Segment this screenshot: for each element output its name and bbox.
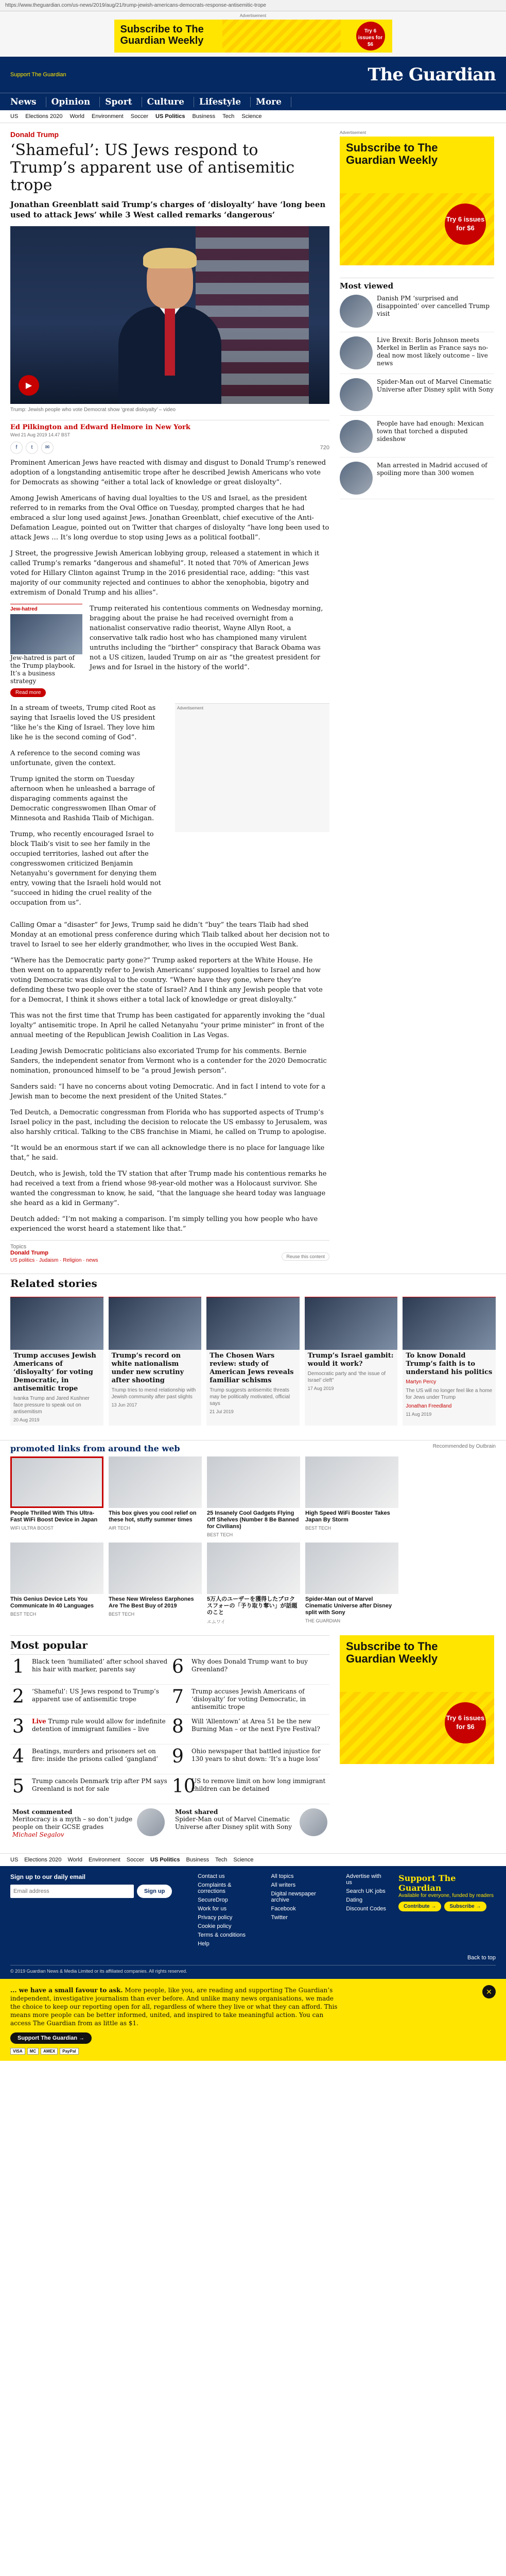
payment-logo: VISA bbox=[10, 2048, 25, 2055]
most-popular-item[interactable] bbox=[10, 1744, 170, 1774]
most-viewed-item[interactable] bbox=[340, 291, 494, 332]
subnav-item[interactable]: Elections 2020 bbox=[25, 113, 63, 120]
right-sidebar bbox=[340, 123, 494, 1263]
footer-link[interactable]: Work for us bbox=[198, 1906, 227, 1912]
related-story-image bbox=[305, 1297, 398, 1350]
promoted-link[interactable] bbox=[207, 1543, 300, 1625]
facebook-share-icon[interactable]: f bbox=[10, 442, 23, 454]
footer-link[interactable]: Complaints & corrections bbox=[198, 1882, 232, 1894]
paragraph: J Street, the progressive Jewish American lobbying group, released a statement in which it called Trump’s remarks “dangerous and shameful”. It noted that 70% of American Jews voted for Hillary Clinton against Trump in the 2016 presidential race, adding: “this vast majority of our community rejected and continues to abhor the xenophobia, bigotry and extremism of Donald Trump and his allies”. bbox=[10, 550, 320, 597]
footer-link[interactable]: Digital newspaper archive bbox=[271, 1891, 316, 1903]
payment-logo: PayPal bbox=[60, 2048, 78, 2055]
subnav-item[interactable]: US bbox=[10, 113, 19, 120]
rich-link-title: Jew-hatred is part of the Trump playbook. It’s a business strategy bbox=[10, 654, 76, 685]
related-story-headline: To know Donald Trump’s faith is to understand his politics bbox=[406, 1352, 493, 1376]
promoted-link-text: Spider-Man out of Marvel Cinematic Universe after Disney split with Sony bbox=[305, 1596, 392, 1616]
inline-advertisement[interactable]: Advertisement bbox=[175, 703, 329, 832]
contribute-button[interactable]: Contribute → bbox=[398, 1902, 441, 1911]
related-story-author: Jonathan Freedland bbox=[406, 1403, 452, 1409]
most-viewed-thumbnail bbox=[340, 295, 373, 328]
hero-caption: Trump: Jewish people who vote Democrat show ‘great disloyalty’ – video bbox=[10, 407, 176, 413]
banner-text-bold: ... we have a small favour to ask. bbox=[10, 1987, 123, 1994]
most-popular-rank: 5 bbox=[12, 1776, 24, 1797]
most-popular-rank: 3 bbox=[12, 1716, 24, 1737]
twitter-share-icon[interactable]: t bbox=[26, 442, 38, 454]
side-ad-headline: Subscribe to The Guardian Weekly bbox=[346, 1640, 438, 1665]
most-popular-item[interactable] bbox=[10, 1655, 170, 1685]
most-popular-headline-text: US to remove limit on how long immigrant children can be detained bbox=[191, 1777, 326, 1792]
promoted-link-text: 5万人のユーザーを獲得したブロクスフォーの「予り取り奪い」が話題のこと bbox=[207, 1596, 298, 1616]
video-still-figure bbox=[118, 252, 221, 404]
most-viewed-headline: People have had enough: Mexican town that torched a disputed sideshow bbox=[377, 420, 484, 443]
most-popular-headline-text: Trump cancels Denmark trip after PM says Greenland is not for sale bbox=[32, 1777, 167, 1792]
footer-links bbox=[198, 1873, 386, 1950]
related-story-sub: Trump suggests antisemitic threats may be politically motivated, official says bbox=[210, 1387, 290, 1406]
banner-text bbox=[10, 1986, 340, 2027]
related-story-date: 11 Aug 2019 bbox=[406, 1412, 432, 1417]
promoted-link-image bbox=[109, 1543, 202, 1594]
promoted-link-text: People Thrilled With This Ultra-Fast WiFi Boost Device in Japan bbox=[10, 1510, 98, 1523]
subnav-item[interactable]: US Politics bbox=[155, 113, 185, 120]
promoted-link[interactable] bbox=[207, 1456, 300, 1537]
most-viewed-title: Most viewed bbox=[340, 278, 494, 291]
contribution-banner bbox=[0, 1979, 506, 2061]
read-more-button[interactable]: Read more bbox=[10, 688, 46, 697]
related-story-card[interactable] bbox=[10, 1297, 103, 1426]
most-popular-headline bbox=[32, 1658, 168, 1681]
related-story-headline: Trump accuses Jewish Americans of ‘disloyalty’ for voting Democratic, in antisemitic trope bbox=[13, 1352, 96, 1393]
promoted-link-image bbox=[207, 1456, 300, 1508]
most-viewed-headline: Man arrested in Madrid accused of spoiling more than 300 women bbox=[377, 462, 487, 477]
nav-item-opinion[interactable]: Opinion bbox=[51, 97, 100, 107]
paragraph: Calling Omar a “disaster” for Jews, Trump said he didn’t “buy” the tears Tlaib had shed Monday at an emotional press conference during which Tlaib talked about her decision not to travel to Israel to see her elderly grandmother, who lives in the occupied West Bank. bbox=[10, 921, 329, 948]
footer-link[interactable]: Cookie policy bbox=[198, 1923, 232, 1929]
promoted-link[interactable] bbox=[10, 1456, 103, 1537]
paragraph: Deutch, who is Jewish, told the TV station that after Trump made his contentious remarks he had received a text from a friend whose 98-year-old mother was a Holocaust survivor. She wanted the congressman to know, he said, “that the language she heard today was language she heard as a kid in Germany”. bbox=[10, 1170, 327, 1207]
article-standfirst: Jonathan Greenblatt said Trump’s charges of ‘disloyalty’ have ‘long been used to attack Jews’ while 3 West called remarks ‘dangerous’ bbox=[10, 200, 326, 219]
payment-logo: MC bbox=[27, 2048, 39, 2055]
promoted-link[interactable] bbox=[109, 1543, 202, 1625]
related-story-image bbox=[403, 1297, 496, 1350]
most-popular-headline-text: Trump rule would allow for indefinite detention of immigrant families – live bbox=[32, 1718, 166, 1733]
subnav-item[interactable]: Science bbox=[241, 113, 262, 120]
promoted-link-source: THE GUARDIAN bbox=[305, 1618, 341, 1623]
footer-support-sub: Available for everyone, funded by readers bbox=[398, 1893, 494, 1899]
rich-link[interactable] bbox=[10, 604, 82, 697]
most-popular-headline-text: Will ‘Allentown’ at Area 51 be the new Burning Man – or the next Fyre Festival? bbox=[191, 1718, 320, 1733]
play-icon[interactable]: ▶ bbox=[19, 375, 39, 396]
footer-link[interactable]: SecureDrop bbox=[198, 1897, 228, 1903]
topics-label: Topics bbox=[10, 1240, 329, 1250]
site-header bbox=[0, 57, 506, 110]
article-main bbox=[10, 123, 329, 1263]
share-count: 720 bbox=[320, 445, 329, 451]
footer-link[interactable]: Terms & conditions bbox=[198, 1932, 246, 1938]
subnav-item[interactable]: World bbox=[67, 1857, 82, 1863]
most-viewed-headline: Danish PM ‘surprised and disappointed’ over cancelled Trump visit bbox=[377, 295, 490, 317]
most-commented-headline: Meritocracy is a myth – so don’t judge people on their GCSE grades bbox=[12, 1816, 133, 1831]
paragraph: Sanders said: “I have no concerns about voting Democratic. And in fact I intend to vote for a Jewish man to become the next president of the United States.” bbox=[10, 1083, 326, 1100]
promoted-link-source: BEST TECH bbox=[207, 1532, 233, 1537]
subnav-item[interactable]: Business bbox=[192, 113, 216, 120]
most-popular-headline bbox=[32, 1748, 168, 1771]
most-viewed-item[interactable] bbox=[340, 374, 494, 416]
paragraph: Trump reiterated his contentious comments on Wednesday morning, bragging about the praise he had received overnight from a nationalist conservative radio theorist, Wayne Allyn Root, a conservative talk radio host who has championed many virulent untruths including the “birther” conspiracy that Barack Obama was not a US citizen, lauded Trump on air as “the greatest president for Jews and for Israel in the history of the world”. bbox=[90, 605, 323, 671]
related-story-author: Martyn Percy bbox=[406, 1379, 437, 1385]
subscribe-button[interactable]: Subscribe → bbox=[444, 1902, 486, 1911]
related-story-card[interactable] bbox=[109, 1297, 202, 1426]
banner-support-button[interactable]: Support The Guardian → bbox=[10, 2032, 92, 2044]
most-popular-headline-text: ‘Shameful’: US Jews respond to Trump’s apparent use of antisemitic trope bbox=[32, 1688, 159, 1703]
most-popular-rank: 10 bbox=[172, 1776, 196, 1797]
paragraph: Trump ignited the storm on Tuesday afternoon when he unleashed a barrage of disparaging comments against the Democratic congresswomen Ilhan Omar of Minnesota and Rashida Tlaib of Michigan. bbox=[10, 775, 156, 822]
footer-link[interactable]: Facebook bbox=[271, 1906, 296, 1912]
most-viewed-headline: Live Brexit: Boris Johnson meets Merkel in Berlin as France says no-deal now most likely outcome – live news bbox=[377, 336, 488, 367]
promoted-link-text: 25 Insanely Cool Gadgets Flying Off Shelves (Number 8 Be Banned for Civilians) bbox=[207, 1510, 299, 1530]
promoted-link-source: BEST TECH bbox=[305, 1526, 331, 1531]
related-story-card[interactable] bbox=[305, 1297, 398, 1426]
most-popular-rank: 6 bbox=[172, 1656, 184, 1677]
article-kicker[interactable]: Donald Trump bbox=[10, 130, 59, 139]
most-popular-item[interactable] bbox=[170, 1655, 329, 1685]
most-viewed-item[interactable] bbox=[340, 332, 494, 374]
most-viewed-item[interactable] bbox=[340, 457, 494, 499]
sub-nav bbox=[0, 110, 506, 123]
most-popular-headline bbox=[191, 1658, 327, 1681]
copyright: © 2019 Guardian News & Media Limited or its affiliated companies. All rights reserved. bbox=[10, 1965, 496, 1974]
ad-headline: Subscribe to The Guardian Weekly bbox=[120, 24, 204, 46]
promoted-link-source: BEST TECH bbox=[10, 1612, 37, 1617]
promoted-link[interactable] bbox=[109, 1456, 202, 1537]
most-viewed-headline: Spider-Man out of Marvel Cinematic Universe after Disney split with Sony bbox=[377, 378, 494, 393]
side-ad-badge: Try 6 issues for $6 bbox=[445, 1702, 486, 1743]
related-story-date: 13 Jun 2017 bbox=[111, 1402, 137, 1408]
related-story-sub: Democratic party and ‘the issue of Israel’ cleft” bbox=[307, 1371, 386, 1383]
subnav-item[interactable]: US bbox=[10, 1857, 19, 1863]
footer-link[interactable]: All writers bbox=[271, 1882, 296, 1888]
article-byline[interactable]: Ed Pilkington and Edward Helmore in New York bbox=[10, 420, 329, 431]
subnav-item[interactable]: Tech bbox=[215, 1857, 228, 1863]
article-headline: ‘Shameful’: US Jews respond to Trump’s apparent use of antisemitic trope bbox=[10, 141, 295, 194]
most-popular-rank: 4 bbox=[12, 1746, 24, 1767]
promoted-link-image bbox=[10, 1543, 103, 1594]
most-popular-headline bbox=[191, 1748, 327, 1771]
promoted-link-source: エムワイ bbox=[207, 1619, 225, 1624]
promoted-link-source: WIFI ULTRA BOOST bbox=[10, 1526, 54, 1531]
subnav-item[interactable]: Elections 2020 bbox=[24, 1857, 62, 1863]
most-popular-headline-text: Why does Donald Trump want to buy Greenland? bbox=[191, 1658, 308, 1673]
related-story-date: 21 Jul 2019 bbox=[210, 1409, 234, 1414]
promoted-link-image bbox=[10, 1456, 103, 1508]
footer-link[interactable]: All topics bbox=[271, 1873, 294, 1879]
most-shared-label: Most shared bbox=[175, 1808, 218, 1816]
promoted-link-text: High Speed WiFi Booster Takes Japan By Storm bbox=[305, 1510, 390, 1523]
most-popular-item[interactable] bbox=[170, 1774, 329, 1804]
most-shared[interactable] bbox=[175, 1808, 327, 1839]
support-link[interactable]: Support The Guardian bbox=[10, 72, 66, 78]
footer-link[interactable]: Help bbox=[198, 1941, 210, 1947]
most-popular-headline bbox=[191, 1688, 327, 1711]
related-story-headline: Trump’s Israel gambit: would it work? bbox=[307, 1352, 394, 1368]
paragraph: Deutch added: “I’m not making a comparison. I’m simply telling you how people who have experienced the worst heard a statement like that.” bbox=[10, 1215, 318, 1233]
most-popular-rank: 2 bbox=[12, 1686, 24, 1707]
footer-link[interactable]: Discount Codes bbox=[346, 1906, 386, 1912]
related-story-image bbox=[10, 1297, 103, 1350]
author-avatar bbox=[137, 1808, 165, 1836]
most-viewed-thumbnail bbox=[340, 420, 373, 453]
promoted-links-title: promoted links from around the web bbox=[10, 1444, 180, 1453]
email-input[interactable] bbox=[10, 1885, 134, 1898]
article-body bbox=[10, 458, 329, 1234]
side-advertisement[interactable] bbox=[340, 137, 494, 265]
related-story-sub: Trump tries to mend relationship with Jewish community after past slights bbox=[111, 1387, 196, 1400]
back-to-top-link[interactable]: Back to top bbox=[467, 1955, 496, 1961]
promoted-link-text: This box gives you cool relief on these hot, stuffy summer times bbox=[109, 1510, 197, 1523]
paragraph: Trump, who recently encouraged Israel to block Tlaib’s visit to see her family in the occupied territories, lashed out after the congresswomen criticized Benjamin Netanyahu’s government for denying them entry, vowing that the Israeli hold would not “succeed in hiding the cruel reality of the occupation from us”. bbox=[10, 831, 161, 907]
most-popular-headline bbox=[191, 1718, 327, 1741]
most-viewed-thumbnail bbox=[340, 462, 373, 495]
footer-link[interactable]: Privacy policy bbox=[198, 1914, 233, 1921]
related-story-image bbox=[206, 1297, 300, 1350]
footer-support bbox=[398, 1873, 496, 1950]
footer-link[interactable]: Search UK jobs bbox=[346, 1888, 386, 1894]
related-story-date: 17 Aug 2019 bbox=[307, 1386, 334, 1391]
bottom-side-advertisement[interactable] bbox=[340, 1635, 494, 1764]
paragraph: In a stream of tweets, Trump cited Root as saying that Israelis loved the US president “like he’s the King of Israel. They love him like he is the second coming of God”. bbox=[10, 704, 156, 741]
most-popular-item[interactable] bbox=[10, 1715, 170, 1744]
most-popular-headline bbox=[32, 1777, 168, 1801]
promoted-link[interactable] bbox=[305, 1543, 398, 1625]
footer-link[interactable]: Contact us bbox=[198, 1873, 225, 1879]
most-popular-headline-text: Trump accuses Jewish Americans of ‘disloyalty’ for voting Democratic, in antisemitic trope bbox=[191, 1688, 306, 1710]
most-popular-rank: 7 bbox=[172, 1686, 184, 1707]
live-badge: Live bbox=[32, 1718, 46, 1725]
email-signup bbox=[10, 1873, 185, 1950]
related-story-sub: The US will no longer feel like a home for Jews under Trump bbox=[406, 1388, 493, 1400]
paragraph: Among Jewish Americans of having dual loyalties to the US and Israel, as the president referred to in remarks from the Oval Office on Tuesday, prompted charges that he had embraced a slur long used against Jews. Jonathan Greenblatt, chief executive of the Anti-Defamation League, pointed out on Twitter that charges of disloyalty “have long been used to attack Jews … It’s long overdue to stop using Jews as a political football”. bbox=[10, 495, 329, 541]
payment-logo: AMEX bbox=[41, 2048, 58, 2055]
footer-link[interactable]: Advertise with us bbox=[346, 1873, 381, 1886]
paragraph: Prominent American Jews have reacted with dismay and disgust to Donald Trump’s renewed adoption of a longstanding antisemitic trope after he described Jewish Americans who vote for Democrats as showing “either a total lack of knowledge or great disloyalty”. bbox=[10, 459, 326, 486]
paragraph: Leading Jewish Democratic politicians also excoriated Trump for his comments. Bernie Sanders, the independent senator from Vermont who is a contender for the 2020 Democratic nomination, pronounced himself to be “a proud Jewish person”. bbox=[10, 1047, 327, 1075]
nav-item-sport[interactable]: Sport bbox=[105, 97, 142, 107]
rich-link-kicker: Jew-hatred bbox=[10, 606, 38, 612]
subnav-item[interactable]: Environment bbox=[88, 1857, 120, 1863]
side-ad-label: Advertisement bbox=[340, 130, 367, 135]
subnav-item[interactable]: Environment bbox=[91, 113, 124, 120]
most-popular-item[interactable] bbox=[10, 1774, 170, 1804]
subnav-item[interactable]: World bbox=[69, 113, 84, 120]
ad-badge: Try 6 issues for $6 bbox=[356, 22, 385, 50]
promoted-link-image bbox=[305, 1543, 398, 1594]
paragraph: This was not the first time that Trump has been castigated for apparently invoking the “dual loyalty” antisemitic trope. In April he called Netanyahu “your prime minister” in front of the annual meeting of the Republican Jewish Coalition in Las Vegas. bbox=[10, 1012, 325, 1039]
article-dateline: Wed 21 Aug 2019 14.47 BST bbox=[10, 432, 71, 437]
hero-video[interactable] bbox=[10, 226, 329, 404]
most-popular-item[interactable] bbox=[170, 1715, 329, 1744]
footer-link[interactable]: Twitter bbox=[271, 1914, 288, 1921]
footer-support-title: Support The Guardian bbox=[398, 1873, 456, 1893]
promoted-link[interactable] bbox=[10, 1543, 103, 1625]
topic-primary[interactable]: Donald Trump bbox=[10, 1250, 48, 1256]
side-ad-badge: Try 6 issues for $6 bbox=[445, 204, 486, 245]
related-stories-title: Related stories bbox=[0, 1274, 506, 1293]
most-commented[interactable] bbox=[12, 1808, 165, 1839]
most-popular-headline bbox=[191, 1777, 327, 1801]
related-story-card[interactable] bbox=[403, 1297, 496, 1426]
ad-label: Advertisement bbox=[239, 13, 267, 18]
promoted-link-text: This Genius Device Lets You Communicate In 40 Languages bbox=[10, 1596, 94, 1609]
browser-url-bar[interactable]: https://www.theguardian.com/us-news/2019/aug/21/trump-jewish-americans-democrats-response-antisemitic-trope bbox=[0, 0, 506, 11]
related-story-sub: Ivanka Trump and Jared Kushner face pressure to speak out on antisemitism bbox=[13, 1396, 90, 1415]
promoted-link-image bbox=[109, 1456, 202, 1508]
most-popular-item[interactable] bbox=[170, 1744, 329, 1774]
related-story-image bbox=[109, 1297, 202, 1350]
site-footer bbox=[0, 1866, 506, 1979]
email-share-icon[interactable]: ✉ bbox=[41, 442, 54, 454]
ad-pattern bbox=[222, 20, 341, 53]
most-commented-label: Most commented bbox=[12, 1808, 73, 1816]
related-story-headline: The Chosen Wars review: study of American Jews reveals familiar schisms bbox=[210, 1352, 294, 1384]
promoted-link-source: AIR TECH bbox=[109, 1526, 130, 1531]
promoted-link-text: These New Wireless Earphones Are The Best Buy of 2019 bbox=[109, 1596, 194, 1609]
most-viewed-thumbnail bbox=[340, 378, 373, 411]
subnav-item[interactable]: Soccer bbox=[130, 113, 148, 120]
most-popular-rank: 1 bbox=[12, 1656, 24, 1677]
subnav-item[interactable]: Business bbox=[186, 1857, 210, 1863]
most-popular-headline bbox=[32, 1688, 168, 1711]
primary-nav bbox=[0, 93, 506, 110]
signup-button[interactable]: Sign up bbox=[137, 1885, 172, 1898]
paragraph: “Where has the Democratic party gone?” Trump asked reporters at the White House. He then went on to apparently refer to Jewish Americans’ supposed loyalties to Israel and how voting Democratic was disloyal to the country. “Where have they gone, where they’re defending these two people over the state of Israel? And I think any Jewish people that vote for a Democrat, I think it shows either a total lack of knowledge or great disloyalty.” bbox=[10, 957, 323, 1004]
nav-item-more[interactable]: More bbox=[256, 97, 291, 107]
top-ad-banner[interactable] bbox=[114, 20, 392, 53]
most-popular-item[interactable] bbox=[10, 1685, 170, 1715]
promoted-link-image bbox=[207, 1543, 300, 1594]
footer-link[interactable]: Dating bbox=[346, 1897, 363, 1903]
subnav-item[interactable]: Science bbox=[233, 1857, 254, 1863]
side-ad-headline: Subscribe to The Guardian Weekly bbox=[346, 141, 438, 166]
nav-item-culture[interactable]: Culture bbox=[147, 97, 194, 107]
most-popular-headline-text: Ohio newspaper that battled injustice for 130 years to shut down: ‘It’s a huge loss’ bbox=[191, 1748, 321, 1762]
close-icon[interactable]: ✕ bbox=[482, 1985, 496, 1998]
most-popular-headline-text: Black teen ‘humiliated’ after school shaved his hair with marker, parents say bbox=[32, 1658, 168, 1673]
most-viewed-item[interactable] bbox=[340, 416, 494, 457]
most-shared-headline: Spider-Man out of Marvel Cinematic Universe after Disney split with Sony bbox=[175, 1816, 292, 1831]
most-popular-item[interactable] bbox=[170, 1685, 329, 1715]
most-popular-headline bbox=[32, 1718, 168, 1741]
reuse-content-button[interactable]: Reuse this content bbox=[282, 1252, 329, 1261]
related-story-date: 20 Aug 2019 bbox=[13, 1417, 40, 1422]
paragraph: A reference to the second coming was unfortunate, given the context. bbox=[10, 750, 141, 767]
nav-item-lifestyle[interactable]: Lifestyle bbox=[199, 97, 251, 107]
most-popular-title: Most popular bbox=[10, 1635, 329, 1651]
subnav-item[interactable]: Tech bbox=[222, 113, 235, 120]
site-logo[interactable]: The Guardian bbox=[368, 64, 496, 85]
subnav-item[interactable]: US Politics bbox=[150, 1857, 180, 1863]
most-popular-rank: 9 bbox=[172, 1746, 184, 1767]
top-ad-region bbox=[0, 11, 506, 57]
promoted-link-image bbox=[305, 1456, 398, 1508]
topic-tags[interactable]: US politics · Judaism · Religion · news bbox=[10, 1258, 98, 1263]
banner-text-body: More people, like you, are reading and supporting The Guardian’s independent, investigative journalism than ever before. And unlike many news organisations, we made the choice to keep our reporting open for all, regardless of where they live or what they can afford. This means more people can be better informed, united, and inspired to take meaningful action. You can access The Guardian from as little as $1. bbox=[10, 1987, 338, 2027]
paragraph: “It would be an enormous start if we can all acknowledge there is no place for language like that,” he said. bbox=[10, 1144, 325, 1162]
most-shared-thumbnail bbox=[300, 1808, 327, 1836]
rich-link-thumbnail bbox=[10, 614, 82, 654]
most-viewed-thumbnail bbox=[340, 336, 373, 369]
promoted-link[interactable] bbox=[305, 1456, 398, 1537]
paragraph: Ted Deutch, a Democratic congressman from Florida who has supported aspects of Trump’s Israel policy in the past, including the decision to relocate the US embassy to Jerusalem, was also harshly critical. Talking to the CBS franchise in Miami, he called on Trump to apologise. bbox=[10, 1109, 327, 1136]
share-bar bbox=[10, 442, 329, 454]
most-popular-rank: 8 bbox=[172, 1716, 184, 1737]
most-commented-author: Michael Segalov bbox=[12, 1831, 64, 1838]
signup-label: Sign up to our daily email bbox=[10, 1873, 86, 1880]
related-story-card[interactable] bbox=[206, 1297, 300, 1426]
related-story-headline: Trump’s record on white nationalism under new scrutiny after shooting bbox=[111, 1352, 184, 1384]
subnav-item[interactable]: Soccer bbox=[126, 1857, 144, 1863]
nav-item-news[interactable]: News bbox=[10, 97, 46, 107]
outbrain-label[interactable]: Recommended by Outbrain bbox=[432, 1444, 496, 1449]
most-popular-headline-text: Beatings, murders and prisoners set on fire: inside the prisons called ‘gangland’ bbox=[32, 1748, 159, 1762]
promoted-link-source: BEST TECH bbox=[109, 1612, 135, 1617]
